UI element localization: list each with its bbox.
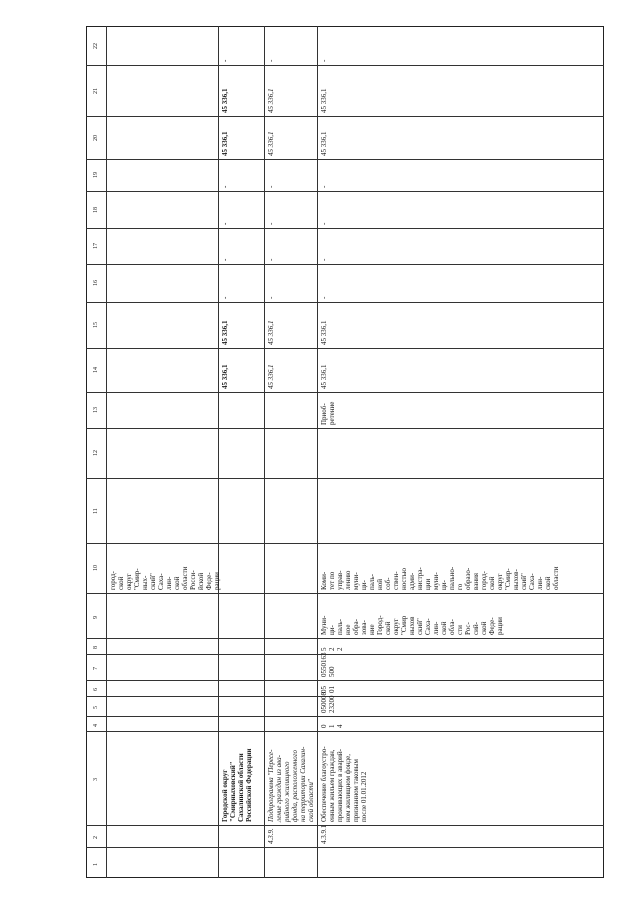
column-divider bbox=[86, 116, 604, 117]
measure-cell-19: - bbox=[320, 185, 328, 188]
measure-cell-20: 45 336,1 bbox=[320, 131, 328, 156]
sub-cell-3: Подпрограмма "Пересе- ление граждан из ава- рийного жилищного фонда, расположенного на территории Сахалин- ской области" bbox=[267, 746, 315, 822]
row-divider bbox=[317, 26, 318, 878]
column-divider bbox=[86, 654, 604, 655]
measure-cell-14: 45 336,1 bbox=[320, 364, 328, 389]
measure-cell-3: Обеспечение благоустро- енным жильем граждан, проживающих в аварий- ном жилищном фонде, признанном таковым после 01.01.2012 bbox=[320, 746, 368, 822]
measure-cell-21: 45 336,1 bbox=[320, 88, 328, 113]
measure-cell-2: 4.3.9.1 bbox=[320, 824, 328, 844]
column-number-15: 15 bbox=[93, 322, 99, 328]
district-cell-15: 45 336,1 bbox=[221, 320, 229, 345]
column-number-7: 7 bbox=[93, 667, 99, 670]
page-number bbox=[45, 415, 65, 445]
column-number-16: 16 bbox=[93, 280, 99, 286]
column-divider bbox=[86, 638, 604, 639]
column-number-17: 17 bbox=[93, 243, 99, 249]
column-divider bbox=[86, 159, 604, 160]
column-number-19: 19 bbox=[93, 172, 99, 178]
column-divider bbox=[86, 543, 604, 544]
column-number-5: 5 bbox=[93, 706, 99, 709]
measure-cell-15: 45 336,1 bbox=[320, 320, 328, 345]
measure-cell-13: Приоб- ретение bbox=[320, 401, 336, 425]
cont-cell-10: город- ской округ "Смир- ных- ский" Саха- лин- ской области Росси- йской Феде- рации bbox=[109, 566, 221, 590]
sub-cell-16: - bbox=[267, 296, 275, 299]
column-number-21: 21 bbox=[93, 87, 99, 94]
column-divider bbox=[86, 716, 604, 717]
column-divider bbox=[86, 593, 604, 594]
column-number-12: 12 bbox=[93, 450, 99, 456]
sub-cell-22: - bbox=[267, 59, 275, 62]
column-number-9: 9 bbox=[93, 615, 99, 619]
sub-cell-18: - bbox=[267, 222, 275, 225]
sub-cell-19: - bbox=[267, 185, 275, 188]
column-number-11: 11 bbox=[93, 507, 99, 514]
measure-cell-22: - bbox=[320, 59, 328, 62]
row-divider bbox=[106, 26, 107, 878]
column-number-22: 22 bbox=[93, 42, 99, 49]
column-divider bbox=[86, 191, 604, 192]
column-divider bbox=[86, 478, 604, 479]
measure-cell-16: - bbox=[320, 296, 328, 299]
row-divider bbox=[218, 26, 219, 878]
column-number-8: 8 bbox=[93, 646, 99, 649]
column-number-18: 18 bbox=[93, 206, 99, 213]
column-divider bbox=[86, 696, 604, 697]
measure-cell-17: - bbox=[320, 258, 328, 261]
column-divider bbox=[86, 65, 604, 66]
column-number-2: 2 bbox=[93, 836, 99, 839]
sub-cell-21: 45 336,1 bbox=[267, 88, 275, 113]
column-divider bbox=[86, 348, 604, 349]
district-cell-20: 45 336,1 bbox=[221, 131, 229, 156]
measure-cell-18: - bbox=[320, 222, 328, 225]
column-divider bbox=[86, 228, 604, 229]
column-divider bbox=[86, 302, 604, 303]
measure-cell-5: 050008 23200 bbox=[320, 692, 336, 713]
column-divider bbox=[86, 428, 604, 429]
sub-cell-2: 4.3.9. bbox=[267, 828, 275, 844]
district-cell-3: Городской округ "Смирныховский" Сахалинской области Российской Федерации bbox=[221, 748, 253, 822]
column-divider bbox=[86, 264, 604, 265]
column-divider bbox=[86, 731, 604, 732]
measure-cell-10: Коми- тет по управ- лению муни- ци- паль- ной соб- ствен- ностью адми- нистра- ции муни- ци- пально- го образо- вания город- ской округ "Смир- ныхов- ский" Саха- лин- ской области bbox=[320, 566, 560, 590]
measure-cell-8: 5 2 2 bbox=[320, 647, 344, 651]
district-cell-19: - bbox=[221, 185, 229, 188]
sub-cell-15: 45 336,1 bbox=[267, 320, 275, 345]
column-number-4: 4 bbox=[93, 723, 99, 727]
district-cell-21: 45 336,1 bbox=[221, 88, 229, 113]
measure-cell-4: 0 1 4 bbox=[320, 724, 344, 728]
district-cell-22: - bbox=[221, 59, 229, 62]
column-number-14: 14 bbox=[93, 367, 99, 373]
measure-cell-6: 05 01 bbox=[320, 686, 336, 693]
column-number-13: 13 bbox=[93, 407, 99, 413]
column-divider bbox=[86, 825, 604, 826]
district-cell-14: 45 336,1 bbox=[221, 364, 229, 389]
district-cell-16: - bbox=[221, 296, 229, 299]
column-divider bbox=[86, 847, 604, 848]
column-number-1: 1 bbox=[93, 862, 99, 866]
district-cell-18: - bbox=[221, 222, 229, 225]
sub-cell-14: 45 336,1 bbox=[267, 364, 275, 389]
measure-cell-9: Муни- ци- паль- ное обра- зова- ние Город- ской округ "Смир ныхов ский" Саха- лин- ской обла- сти Рос- сий- ской Феде- рации bbox=[320, 615, 504, 635]
column-number-20: 20 bbox=[93, 134, 99, 141]
column-divider bbox=[86, 392, 604, 393]
column-divider bbox=[86, 680, 604, 681]
row-divider bbox=[264, 26, 265, 878]
district-cell-17: - bbox=[221, 258, 229, 261]
column-number-10: 10 bbox=[93, 565, 99, 571]
measure-cell-7: 0550163 500 bbox=[320, 652, 336, 677]
column-number-3: 3 bbox=[93, 778, 99, 781]
sub-cell-20: 45 336,1 bbox=[267, 131, 275, 156]
column-number-6: 6 bbox=[93, 688, 99, 691]
sub-cell-17: - bbox=[267, 258, 275, 261]
